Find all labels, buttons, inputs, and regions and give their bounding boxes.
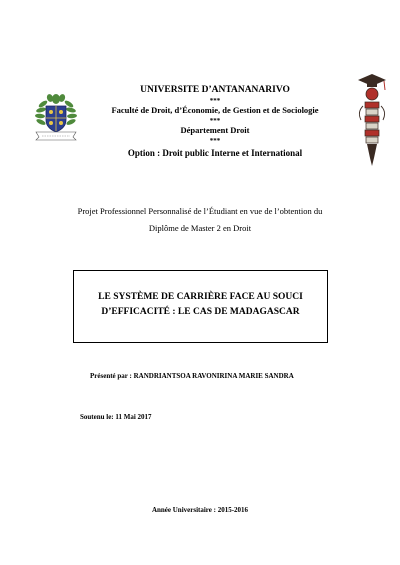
separator-stars: *** bbox=[209, 137, 221, 145]
separator-stars: *** bbox=[209, 97, 221, 105]
project-description-line-2: Diplôme de Master 2 en Droit bbox=[148, 223, 252, 233]
separator-stars: *** bbox=[209, 117, 221, 125]
thesis-title-line-1: LE SYSTÈME DE CARRIÈRE FACE AU SOUCI bbox=[98, 292, 303, 302]
thesis-title-line-2: D’EFFICACITÉ : LE CAS DE MADAGASCAR bbox=[101, 307, 300, 317]
academic-year: Année Universitaire : 2015-2016 bbox=[151, 506, 249, 514]
faculty-name: Faculté de Droit, d’Économie, de Gestion et de Sociologie bbox=[111, 105, 319, 115]
project-description-line-1: Projet Professionnel Personnalisé de l’Étudiant en vue de l’obtention du bbox=[77, 206, 323, 216]
university-name: UNIVERSITE D’ANTANANARIVO bbox=[140, 85, 290, 95]
thesis-title-box bbox=[73, 270, 328, 343]
faculty-emblem-logo bbox=[355, 72, 389, 168]
presented-by: Présenté par : RANDRIANTSOA RAVONIRINA MARIE SANDRA bbox=[90, 372, 294, 380]
option-name: Option : Droit public Interne et International bbox=[127, 148, 303, 158]
defense-date: Soutenu le: 11 Mai 2017 bbox=[80, 413, 152, 421]
department-name: Département Droit bbox=[180, 125, 250, 135]
